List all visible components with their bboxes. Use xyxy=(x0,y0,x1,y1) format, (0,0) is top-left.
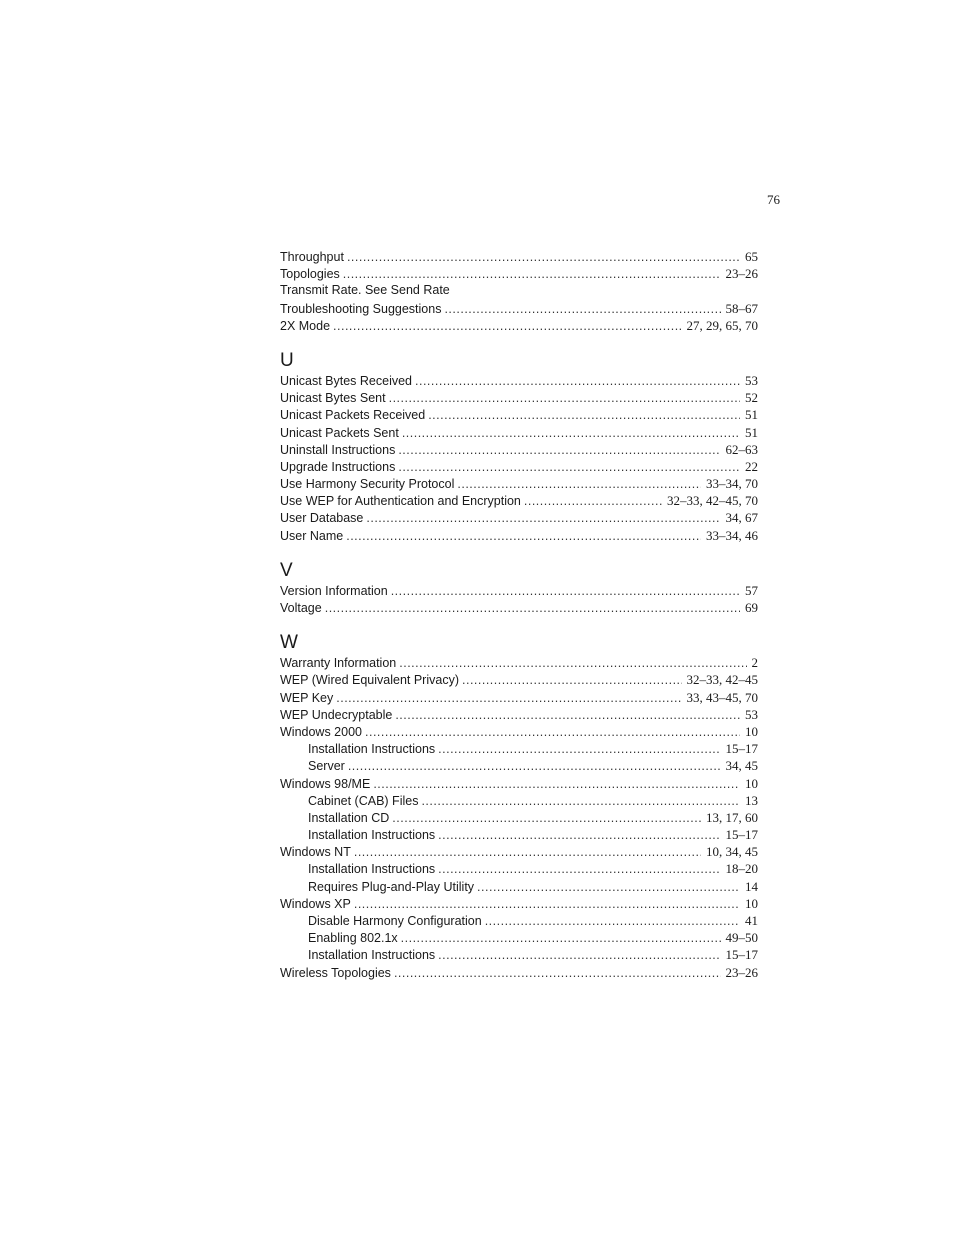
entry-term: Disable Harmony Configuration xyxy=(308,914,482,928)
index-entry xyxy=(280,509,758,526)
entry-pages: 18–20 xyxy=(725,861,758,877)
index-entry xyxy=(280,706,758,723)
dot-leader xyxy=(438,827,720,843)
entry-pages: 53 xyxy=(745,372,758,388)
index-entry xyxy=(280,527,758,544)
entry-term: Transmit Rate. See Send Rate xyxy=(280,283,450,298)
index-entry xyxy=(280,248,758,265)
section-letter: V xyxy=(280,559,293,581)
entry-term: Requires Plug-and-Play Utility xyxy=(308,879,475,894)
dot-leader xyxy=(398,442,720,458)
index-entry xyxy=(280,843,758,860)
entry-term: Use Harmony Security Protocol xyxy=(280,477,455,492)
dot-leader xyxy=(438,947,720,963)
index-subentry xyxy=(280,878,758,895)
dot-leader xyxy=(343,266,721,282)
entry-pages: 27, 29, 65, 70 xyxy=(686,317,758,333)
index-list xyxy=(280,248,758,981)
entry-pages: 22 xyxy=(745,458,758,474)
dot-leader xyxy=(325,600,740,616)
dot-leader xyxy=(462,672,682,688)
entry-term: User Database xyxy=(280,511,364,526)
dot-leader xyxy=(354,844,701,860)
entry-term: Topologies xyxy=(280,267,340,282)
index-entry xyxy=(280,492,758,509)
entry-pages: 13, 17, 60 xyxy=(706,809,758,825)
entry-term: Unicast Packets Sent xyxy=(280,425,399,440)
entry-pages: 33, 43–45, 70 xyxy=(686,689,758,705)
entry-term: 2X Mode xyxy=(280,318,331,333)
section-letter: U xyxy=(280,349,294,371)
entry-pages: 13 xyxy=(745,792,758,808)
entry-term: Installation Instructions xyxy=(308,742,436,757)
entry-term: Voltage xyxy=(280,601,322,615)
index-entry xyxy=(280,723,758,740)
entry-term: Installation Instructions xyxy=(308,828,436,843)
entry-term: User Name xyxy=(280,528,344,543)
entry-pages: 10, 34, 45 xyxy=(706,844,758,860)
index-entry xyxy=(280,441,758,458)
index-entry xyxy=(280,424,758,441)
index-entry xyxy=(280,265,758,282)
dot-leader xyxy=(366,510,720,526)
dot-leader xyxy=(346,528,701,544)
entry-pages: 34, 67 xyxy=(725,510,758,526)
entry-term: Unicast Bytes Received xyxy=(280,373,413,388)
entry-term: Windows 98/ME xyxy=(280,776,371,791)
page-number: 76 xyxy=(767,192,780,207)
entry-pages: 33–34, 46 xyxy=(706,527,758,543)
index-entry xyxy=(280,458,758,475)
index-entry xyxy=(280,317,758,334)
dot-leader xyxy=(444,301,720,317)
dot-leader xyxy=(477,879,740,895)
entry-term: Troubleshooting Suggestions xyxy=(280,301,442,316)
index-entry xyxy=(280,372,758,389)
dot-leader xyxy=(333,318,681,334)
dot-leader xyxy=(524,493,662,509)
entry-term: Unicast Packets Received xyxy=(280,408,426,423)
entry-term: WEP (Wired Equivalent Privacy) xyxy=(280,673,459,688)
entry-term: Uninstall Instructions xyxy=(280,442,396,457)
dot-leader xyxy=(401,930,721,946)
entry-term: Version Information xyxy=(280,583,388,598)
entry-pages: 23–26 xyxy=(725,964,758,980)
entry-pages: 58–67 xyxy=(725,300,758,316)
entry-pages: 10 xyxy=(745,723,758,739)
entry-pages: 10 xyxy=(745,895,758,911)
entry-term: Windows NT xyxy=(280,845,351,860)
index-subentry xyxy=(280,740,758,757)
entry-term: Unicast Bytes Sent xyxy=(280,391,386,406)
entry-pages: 32–33, 42–45, 70 xyxy=(667,493,758,509)
index-entry xyxy=(280,895,758,912)
index-subentry xyxy=(280,757,758,774)
entry-term: WEP Undecryptable xyxy=(280,707,393,722)
dot-leader xyxy=(394,965,721,981)
entry-pages: 15–17 xyxy=(725,827,758,843)
entry-pages: 2 xyxy=(751,655,758,671)
entry-pages: 33–34, 70 xyxy=(706,476,758,492)
entry-pages: 34, 45 xyxy=(725,758,758,774)
index-subentry xyxy=(280,946,758,963)
dot-leader xyxy=(457,476,701,492)
entry-term: Throughput xyxy=(280,250,344,264)
entry-pages: 62–63 xyxy=(725,441,758,457)
index-entry xyxy=(280,964,758,981)
dot-leader xyxy=(348,758,721,774)
dot-leader xyxy=(399,655,746,671)
entry-term: Windows XP xyxy=(280,896,351,911)
entry-pages: 15–17 xyxy=(725,741,758,757)
index-subentry xyxy=(280,809,758,826)
dot-leader xyxy=(365,724,740,740)
index-subentry xyxy=(280,792,758,809)
index-subentry xyxy=(280,860,758,877)
index-entry xyxy=(280,406,758,423)
dot-leader xyxy=(415,373,740,389)
entry-pages: 65 xyxy=(745,249,758,264)
entry-term: WEP Key xyxy=(280,690,334,705)
entry-term: Cabinet (CAB) Files xyxy=(308,793,419,808)
entry-pages: 15–17 xyxy=(725,947,758,963)
entry-term: Installation Instructions xyxy=(308,948,436,963)
dot-leader xyxy=(398,459,740,475)
entry-pages: 10 xyxy=(745,775,758,791)
index-entry xyxy=(280,671,758,688)
entry-pages: 23–26 xyxy=(725,266,758,282)
index-entry xyxy=(280,475,758,492)
entry-term: Server xyxy=(308,759,345,774)
index-section xyxy=(280,632,758,981)
dot-leader xyxy=(485,913,740,929)
entry-pages: 69 xyxy=(745,600,758,615)
section-letter: W xyxy=(280,632,298,654)
dot-leader xyxy=(389,390,740,406)
entry-pages: 41 xyxy=(745,913,758,928)
index-entry xyxy=(280,654,758,671)
dot-leader xyxy=(428,407,740,423)
index-section xyxy=(280,350,758,544)
dot-leader xyxy=(347,249,740,265)
index-entry xyxy=(280,689,758,706)
entry-term: Upgrade Instructions xyxy=(280,459,396,474)
index-entry xyxy=(280,389,758,406)
entry-pages: 57 xyxy=(745,582,758,598)
index-entry xyxy=(280,599,758,616)
entry-term: Installation CD xyxy=(308,810,390,825)
dot-leader xyxy=(391,583,740,599)
entry-pages: 52 xyxy=(745,390,758,406)
dot-leader xyxy=(438,861,720,877)
index-section xyxy=(280,248,758,334)
dot-leader xyxy=(354,896,740,912)
dot-leader xyxy=(421,793,740,809)
entry-term: Installation Instructions xyxy=(308,862,436,877)
index-subentry xyxy=(280,826,758,843)
entry-term: Wireless Topologies xyxy=(280,965,391,980)
dot-leader xyxy=(395,707,740,723)
entry-pages: 51 xyxy=(745,407,758,423)
entry-pages: 49–50 xyxy=(725,930,758,946)
index-section xyxy=(280,560,758,616)
entry-term: Use WEP for Authentication and Encryption xyxy=(280,494,521,509)
entry-pages: 51 xyxy=(745,424,758,440)
index-entry xyxy=(280,582,758,599)
dot-leader xyxy=(336,690,681,706)
index-subentry xyxy=(280,912,758,929)
index-entry xyxy=(280,282,758,299)
index-subentry xyxy=(280,929,758,946)
entry-pages: 14 xyxy=(745,878,758,894)
dot-leader xyxy=(438,741,720,757)
entry-pages: 53 xyxy=(745,706,758,722)
entry-term: Warranty Information xyxy=(280,656,397,671)
entry-term: Enabling 802.1x xyxy=(308,931,398,946)
index-entry xyxy=(280,775,758,792)
entry-term: Windows 2000 xyxy=(280,724,362,739)
dot-leader xyxy=(373,776,740,792)
dot-leader xyxy=(392,810,701,826)
index-entry xyxy=(280,300,758,317)
dot-leader xyxy=(402,425,740,441)
entry-pages: 32–33, 42–45 xyxy=(686,672,758,688)
